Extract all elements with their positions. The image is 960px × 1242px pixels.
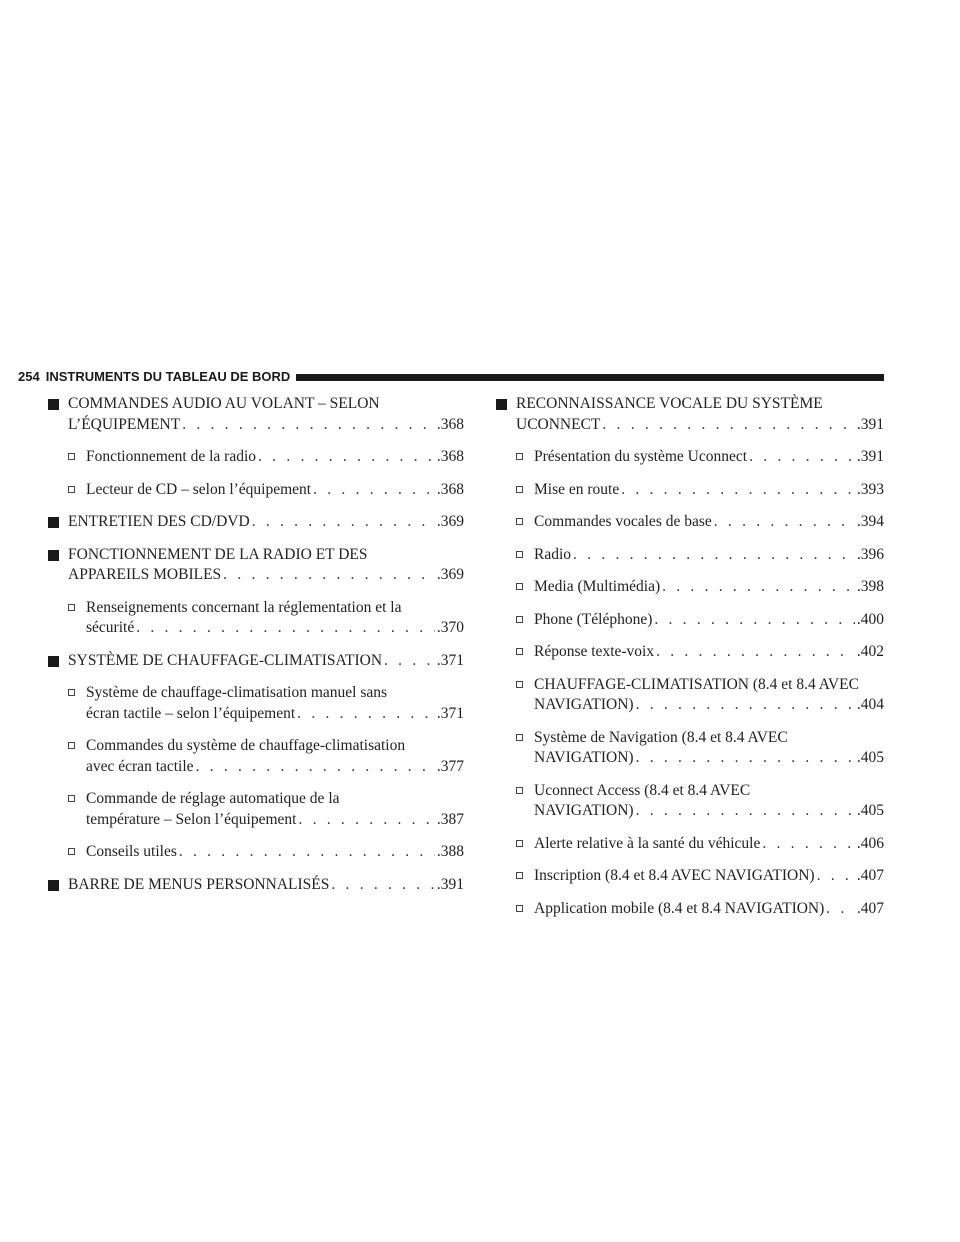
toc-entry-title: L’ÉQUIPEMENT (68, 415, 181, 433)
page-number: 254 (18, 369, 40, 384)
toc-entry[interactable] (48, 394, 464, 435)
hollow-square-bullet-icon (516, 583, 523, 590)
toc-entry[interactable] (48, 545, 464, 586)
dot-leader (297, 704, 435, 725)
toc-entry[interactable] (496, 512, 884, 533)
dot-leader (602, 415, 854, 436)
toc-entry-title: NAVIGATION) (534, 749, 634, 766)
square-bullet-icon (48, 517, 59, 528)
toc-entry[interactable] (496, 899, 884, 920)
toc-entry-title: Mise en route (534, 480, 620, 498)
toc-entry[interactable] (48, 789, 464, 830)
hollow-square-bullet-icon (516, 518, 523, 525)
toc-page-number: .369 (436, 513, 464, 530)
toc-page-number: .404 (856, 696, 884, 713)
toc-page-number: .406 (856, 834, 884, 852)
hollow-square-bullet-icon (516, 840, 523, 847)
dot-leader (636, 695, 855, 716)
toc-entry-title: ENTRETIEN DES CD/DVD (68, 513, 250, 530)
square-bullet-icon (496, 399, 507, 410)
toc-page-number: .407 (856, 899, 884, 917)
toc-entry-title: température – Selon l’équipement (86, 810, 297, 828)
toc-entry[interactable] (496, 866, 884, 887)
toc-left-column (48, 394, 464, 907)
toc-page-number: .407 (856, 867, 884, 884)
toc-entry[interactable] (48, 842, 464, 863)
hollow-square-bullet-icon (516, 734, 523, 741)
dot-leader (179, 842, 435, 863)
hollow-square-bullet-icon (68, 453, 75, 460)
hollow-square-bullet-icon (516, 787, 523, 794)
hollow-square-bullet-icon (516, 681, 523, 688)
toc-page-number: .405 (856, 802, 884, 819)
toc-page-number: .387 (436, 810, 464, 828)
toc-page-number: .393 (856, 480, 884, 498)
hollow-square-bullet-icon (68, 604, 75, 611)
dot-leader (762, 834, 855, 855)
toc-page-number: .369 (436, 566, 464, 583)
dot-leader (654, 610, 855, 631)
hollow-square-bullet-icon (68, 689, 75, 696)
dot-leader (636, 801, 855, 822)
hollow-square-bullet-icon (516, 648, 523, 655)
toc-page-number: .371 (436, 651, 464, 669)
toc-entry-title: COMMANDES AUDIO AU VOLANT – SELON (68, 395, 380, 412)
dot-leader (384, 651, 435, 672)
toc-entry-title: Uconnect Access (8.4 et 8.4 AVEC (534, 781, 751, 799)
toc-entry-title: Commandes vocales de base (534, 513, 712, 530)
square-bullet-icon (48, 550, 59, 561)
section-title: INSTRUMENTS DU TABLEAU DE BORD (45, 369, 291, 384)
toc-entry[interactable] (496, 480, 884, 501)
toc-entry-title: Alerte relative à la santé du véhicule (534, 834, 761, 852)
toc-entry[interactable] (496, 834, 884, 855)
header-rule (296, 374, 884, 381)
dot-leader (573, 545, 855, 566)
toc-page-number: .402 (856, 643, 884, 660)
toc-entry-title: Media (Multimédia) (534, 578, 661, 595)
toc-page-number: .398 (856, 578, 884, 595)
toc-entry-title: avec écran tactile (86, 757, 194, 775)
hollow-square-bullet-icon (516, 551, 523, 558)
dot-leader (656, 642, 855, 663)
toc-entry-title: CHAUFFAGE-CLIMATISATION (8.4 et 8.4 AVEC (534, 675, 859, 693)
toc-entry-title: Réponse texte-voix (534, 643, 655, 660)
toc-page-number: .388 (436, 843, 464, 860)
dot-leader (621, 480, 855, 501)
toc-entry[interactable] (496, 610, 884, 631)
toc-entry-title: Système de Navigation (8.4 et 8.4 AVEC (534, 728, 788, 746)
toc-entry-title: BARRE DE MENUS PERSONNALISÉS (68, 875, 330, 893)
toc-page-number: .391 (856, 415, 884, 433)
dot-leader (313, 480, 435, 501)
dot-leader (136, 618, 435, 639)
square-bullet-icon (48, 880, 59, 891)
square-bullet-icon (48, 656, 59, 667)
dot-leader (714, 512, 855, 533)
hollow-square-bullet-icon (516, 486, 523, 493)
toc-entry[interactable] (48, 447, 464, 468)
toc-entry-title: Commandes du système de chauffage-climatisation (86, 737, 406, 754)
toc-entry[interactable] (48, 683, 464, 724)
hollow-square-bullet-icon (516, 905, 523, 912)
hollow-square-bullet-icon (68, 742, 75, 749)
toc-entry[interactable] (48, 736, 464, 777)
toc-page-number: .370 (436, 619, 464, 636)
toc-entry-title: FONCTIONNEMENT DE LA RADIO ET DES (68, 545, 368, 563)
toc-page-number: .394 (856, 513, 884, 530)
toc-page-number: .371 (436, 704, 464, 722)
toc-entry-title: sécurité (86, 619, 135, 636)
page-header (18, 370, 884, 384)
toc-page-number: .396 (856, 545, 884, 563)
hollow-square-bullet-icon (516, 616, 523, 623)
toc-entry[interactable] (496, 642, 884, 663)
toc-entry[interactable] (496, 394, 884, 435)
hollow-square-bullet-icon (68, 795, 75, 802)
toc-entry-title: Fonctionnement de la radio (86, 448, 257, 465)
hollow-square-bullet-icon (68, 848, 75, 855)
toc-entry-title: Inscription (8.4 et 8.4 AVEC NAVIGATION) (534, 867, 815, 884)
dot-leader (826, 899, 855, 920)
dot-leader (252, 512, 435, 533)
toc-entry-title: UCONNECT (516, 415, 601, 433)
toc-entry[interactable] (496, 728, 884, 769)
hollow-square-bullet-icon (516, 453, 523, 460)
toc-page-number: .368 (436, 448, 464, 465)
toc-entry-title: Commande de réglage automatique de la (86, 790, 340, 807)
toc-entry-title: NAVIGATION) (534, 696, 634, 713)
toc-entry[interactable] (496, 675, 884, 716)
dot-leader (182, 415, 435, 436)
toc-entry-title: Renseignements concernant la réglementation et la (86, 598, 402, 616)
toc-page-number: .368 (436, 415, 464, 433)
toc-page-number: .368 (436, 480, 464, 498)
square-bullet-icon (48, 399, 59, 410)
toc-entry-title: Lecteur de CD – selon l’équipement (86, 480, 312, 498)
toc-entry-title: APPAREILS MOBILES (68, 566, 222, 583)
toc-entry-title: Conseils utiles (86, 843, 177, 860)
toc-page-number: .377 (436, 757, 464, 775)
toc-entry-title: Système de chauffage-climatisation manuel sans (86, 684, 388, 701)
toc-entry[interactable] (48, 875, 464, 896)
toc-entry-title: RECONNAISSANCE VOCALE DU SYSTÈME (516, 395, 823, 412)
dot-leader (223, 565, 435, 586)
toc-page-number: .391 (436, 875, 464, 893)
hollow-square-bullet-icon (68, 486, 75, 493)
toc-entry-title: Phone (Téléphone) (534, 610, 653, 628)
toc-entry[interactable] (48, 651, 464, 672)
hollow-square-bullet-icon (516, 872, 523, 879)
toc-page-number: .400 (856, 610, 884, 628)
toc-entry[interactable] (496, 577, 884, 598)
toc-entry[interactable] (48, 598, 464, 639)
toc-entry[interactable] (496, 447, 884, 468)
dot-leader (817, 866, 855, 887)
dot-leader (258, 447, 435, 468)
dot-leader (298, 810, 434, 831)
toc-page-number: .391 (856, 448, 884, 465)
dot-leader (636, 748, 855, 769)
toc-entry[interactable] (496, 545, 884, 566)
toc-entry-title: SYSTÈME DE CHAUFFAGE-CLIMATISATION (68, 651, 383, 669)
toc-entry[interactable] (496, 781, 884, 822)
toc-entry-title: écran tactile – selon l’équipement (86, 704, 296, 722)
dot-leader (331, 875, 434, 896)
dot-leader (749, 447, 855, 468)
dot-leader (196, 757, 435, 778)
toc-entry-title: Radio (534, 545, 572, 563)
toc-entry-title: NAVIGATION) (534, 802, 634, 819)
dot-leader (662, 577, 855, 598)
toc-entry-title: Présentation du système Uconnect (534, 448, 748, 465)
toc-entry[interactable] (48, 480, 464, 501)
toc-entry[interactable] (48, 512, 464, 533)
toc-page-number: .405 (856, 749, 884, 766)
toc-right-column (496, 394, 884, 931)
toc-entry-title: Application mobile (8.4 et 8.4 NAVIGATION) (534, 899, 825, 917)
